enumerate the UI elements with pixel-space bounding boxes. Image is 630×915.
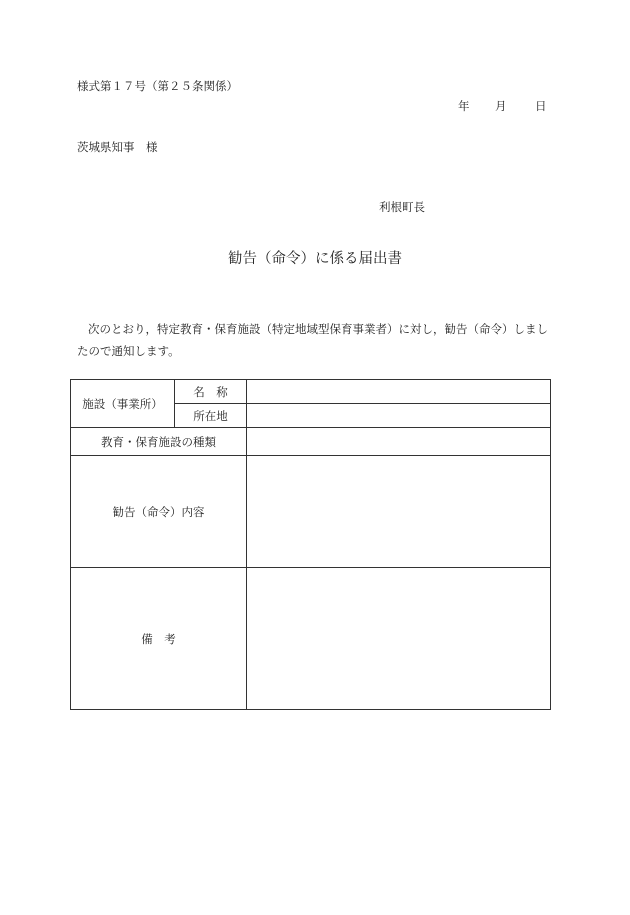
report-table [70, 379, 551, 710]
document-title: 勧告（命令）に係る届出書 [228, 251, 402, 267]
body-text: 次のとおり，特定教育・保育施設（特定地域型保育事業者）に対し，勧告（命令）しましたので通知します。 [77, 322, 548, 358]
facility-type-field[interactable] [247, 428, 551, 456]
remarks-field[interactable] [247, 568, 551, 710]
date-month: 月 [495, 99, 507, 113]
content-label: 勧告（命令）内容 [71, 456, 247, 568]
date-day: 日 [535, 99, 547, 113]
remarks-label: 備 考 [71, 568, 247, 710]
address-field[interactable] [247, 404, 551, 428]
sender: 利根町長 [379, 200, 425, 214]
form-number: 様式第１７号（第２５条関係） [77, 79, 238, 93]
addressee: 茨城県知事 様 [77, 140, 158, 154]
date-year: 年 [458, 99, 470, 113]
name-field[interactable] [247, 380, 551, 404]
name-label: 名 称 [175, 380, 247, 404]
facility-label: 施設（事業所） [71, 380, 175, 428]
address-label: 所在地 [175, 404, 247, 428]
content-field[interactable] [247, 456, 551, 568]
facility-type-label: 教育・保育施設の種類 [71, 428, 247, 456]
date-line [458, 99, 547, 113]
